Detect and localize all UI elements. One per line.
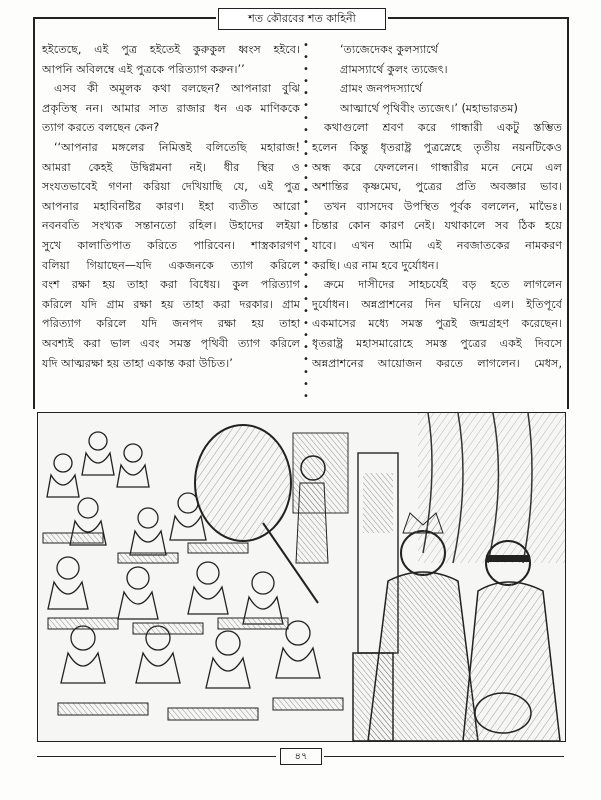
column-divider: • • • • • • • • • • • • • • • • • • • • • • • • • • • • • •	[303, 40, 309, 402]
text-line: অন্নপ্রাশনের আয়োজন করতে লাগলেন। মেধস,	[312, 356, 562, 370]
text-line: অশান্তির কৃষ্ণমেঘ, পুত্রের প্রতি অবজ্ঞার ভাব।	[312, 180, 562, 194]
left-text-column	[42, 40, 300, 373]
text-line: হলেন কিন্তু ধৃতরাষ্ট্র পুত্রস্নেহে তৃতীয় নয়নটিকেও	[312, 140, 562, 154]
text-line: করছি। এর নাম হবে দুর্যোধন।	[312, 258, 439, 272]
frame-right-rule	[567, 17, 569, 409]
text-line: আপনি অবিলম্বে এই পুত্রকে পরিত্যাগ করুন।’’	[42, 62, 245, 76]
text-line: কথাগুলো শ্রবণ করে গান্ধারী একটু স্তম্ভিত	[324, 121, 562, 135]
text-line: বলিয়া গিয়াছেন—যদি একজনকে ত্যাগ করিলে	[42, 258, 300, 272]
text-line: একমাসের মধ্যে সমস্ত পুত্রই জন্মগ্রহণ করেছেন।	[312, 317, 562, 331]
text-line: চিন্তার কোন কারণ নেই। যথাকালে সব ঠিক হয়ে	[312, 219, 562, 233]
text-line: ক্রমে দাসীদের সাহচর্যেই বড় হতে লাগলেন	[324, 278, 562, 292]
illustration-drawing	[38, 413, 565, 741]
text-line: ‘ত্যজেদেকং কুলস্যার্থে	[340, 43, 439, 56]
text-line: করিলে যদি গ্রাম রক্ষা হয় তাহা করা দরকার। গ্রাম	[42, 297, 300, 311]
text-line: পরিত্যাগ করিলে যদি জনপদ রক্ষা হয় তাহা	[42, 317, 300, 331]
text-line: এসব কী অমূলক কথা বলছেন? আপনারা বুঝি	[54, 82, 300, 96]
page-number: ৪৭	[280, 748, 322, 765]
text-line: সুখে কালাতিপাত করিতে পারিবেন। শাস্ত্রকারগণ	[42, 238, 300, 252]
text-line: ধৃতরাষ্ট্র মহাসমারোহে সমস্ত পুত্রের একই দিবসে	[312, 336, 562, 350]
text-line: নবনবতি সংখ্যক সন্তানতো রহিল। উহাদের লইয়া	[42, 219, 300, 233]
frame-left-rule	[33, 17, 35, 409]
text-line: তখন ব্যাসদেব উপস্থিত পূর্বক বললেন, মাভৈঃ।	[324, 199, 562, 213]
text-line: ত্যাগ করতে বলছেন কেন?	[42, 121, 160, 135]
text-line: গ্রামস্যার্থে কুলং ত্যজেৎ।	[340, 62, 448, 76]
text-line: সংযতভাবেই গণনা করিয়া দেখিয়াছি যে, এই পুত্র	[42, 180, 300, 194]
text-line: প্রকৃতিস্থ নন। আমার সাত রাজার ধন এক মাণিককে	[42, 101, 300, 115]
text-line: আমরা কেহই উদ্বিগ্নমনা নই। ধীর স্থির ও	[42, 160, 300, 174]
text-line: দুর্যোধন। অন্নপ্রাশনের দিন ঘনিয়ে এল। ইতিপূর্বে	[312, 297, 562, 311]
running-header: শত কৌরবের শত কাহিনী	[218, 8, 386, 30]
text-line: ‘‘আপনার মঙ্গলের নিমিত্তই বলিতেছি মহারাজ!	[54, 140, 300, 154]
text-line: হইতেছে, এই পুত্র হইতেই কুরুকুল ধ্বংস হইবে।	[42, 43, 300, 56]
court-illustration	[37, 412, 566, 742]
text-line: অন্ধ করে ফেললেন। গান্ধারীর মনে নেমে এল	[312, 160, 562, 174]
text-line: বংশ রক্ষা হয় তাহা করা বিধেয়। কুল পরিত্যাগ	[42, 278, 300, 292]
text-line: গ্রামং জনপদস্যার্থে	[340, 82, 422, 96]
text-line: আপনার মহাবিনষ্টির কারণ। ইহা ব্যতীত আরো	[42, 199, 300, 213]
text-line: আত্মার্থে পৃথিবীং ত্যজেৎ।’ (মহাভারতম)	[340, 101, 518, 115]
right-text-column	[312, 40, 562, 373]
text-line: যাবে। এখন আমি এই নবজাতকের নামকরণ	[312, 238, 562, 252]
text-line: অবশ্যই করা ভাল এবং সমস্ত পৃথিবী ত্যাগ করিলে	[42, 336, 300, 350]
text-line: যদি আত্মরক্ষা হয় তাহা একান্ত করা উচিত।’	[42, 356, 233, 370]
